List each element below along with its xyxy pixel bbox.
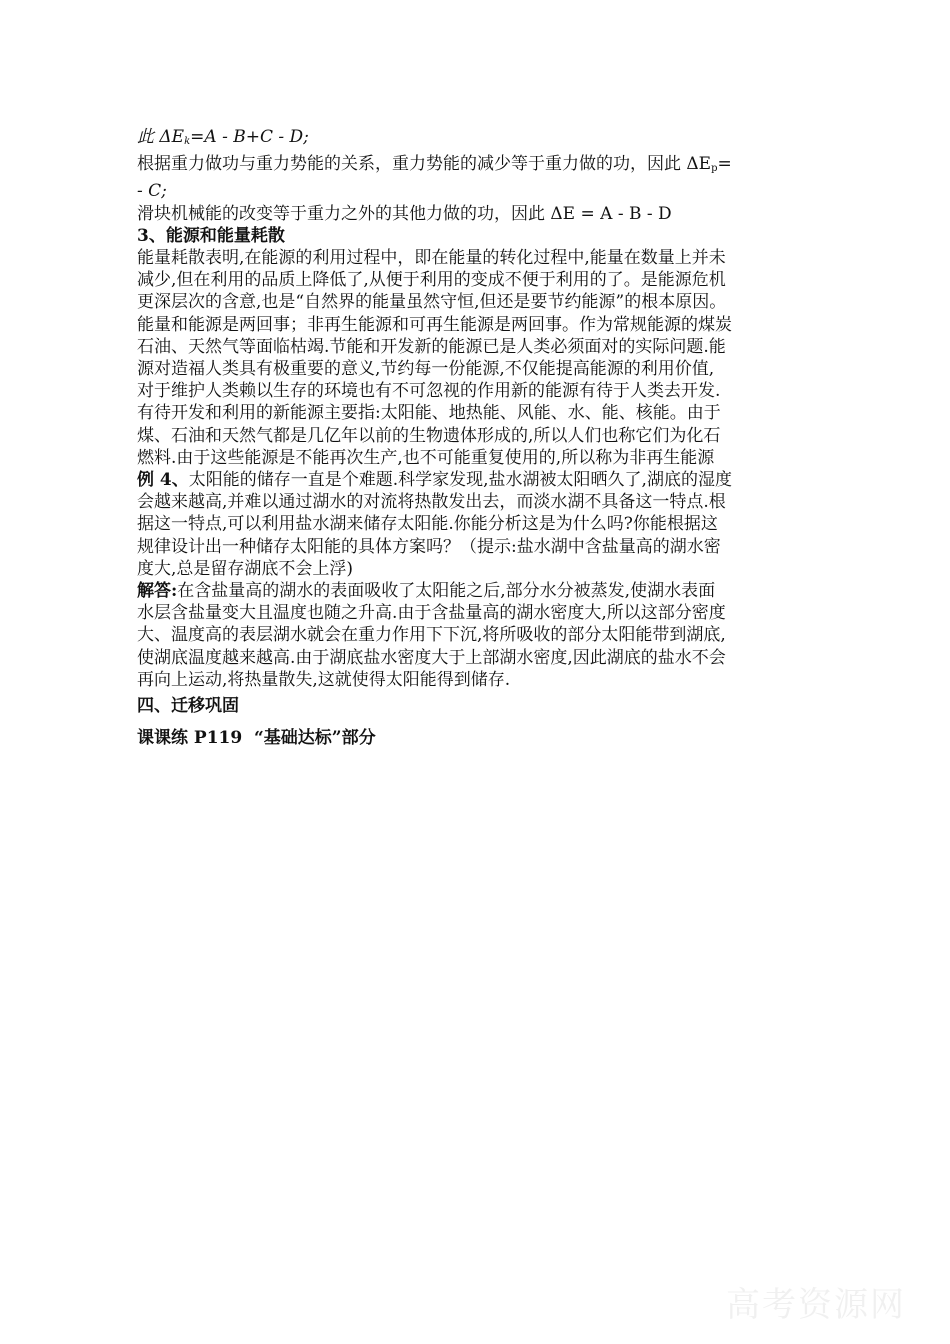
paragraph-line: 能量和能源是两回事；非再生能源和可再生能源是两回事。作为常规能源的煤炭	[137, 314, 732, 335]
paragraph-line: 有待开发和利用的新能源主要指:太阳能、地热能、风能、水、能、核能。由于	[137, 403, 721, 424]
paragraph-line: 更深层次的含意,也是“自然界的能量虽然守恒,但还是要节约能源”的根本原因。	[137, 292, 727, 313]
answer-line: 使湖底温度越来越高.由于湖底盐水密度大于上部湖水密度,因此湖底的盐水不会	[137, 647, 726, 668]
answer-line: 水层含盐量变大且温度也随之升高.由于含盐量高的湖水密度大,所以这部分密度	[137, 603, 726, 624]
formula-subscript: p	[711, 163, 718, 175]
practice-reference: 课课练 P119 “基础达标”部分	[137, 728, 376, 749]
paragraph-line: 对于维护人类赖以生存的环境也有不可忽视的作用新的能源有待于人类去开发.	[137, 381, 721, 402]
formula-rest: =A - B+C - D;	[190, 127, 309, 147]
example-4	[137, 469, 827, 580]
paragraph-line: 能量耗散表明,在能源的利用过程中，即在能量的转化过程中,能量在数量上并未	[137, 248, 726, 269]
formula-subscript: k	[184, 136, 191, 147]
formula-delta-ep	[137, 153, 827, 180]
paragraph-line: 源对造福人类具有极重要的意义,节约每一份能源,不仅能提高能源的利用价值,	[137, 359, 715, 380]
answer-line: 在含盐量高的湖水的表面吸收了太阳能之后,部分水分被蒸发,使湖水表面	[177, 581, 716, 602]
example-line: 度大,总是留存湖底不会上浮)	[137, 558, 354, 579]
example-line: 太阳能的储存一直是个难题.科学家发现,盐水湖被太阳晒久了,湖底的湿度	[188, 470, 732, 491]
example-line: 会越来越高,并难以通过湖水的对流将热散发出去，而淡水湖不具备这一特点.根	[137, 492, 726, 513]
paragraph-line: 减少,但在利用的品质上降低了,从便于利用的变成不便于利用的了。是能源危机	[137, 270, 726, 291]
example-line: 规律设计出一种储存太阳能的具体方案吗？（提示:盐水湖中含盐量高的湖水密	[137, 536, 721, 557]
answer-block	[137, 580, 827, 691]
example-line: 据这一特点,可以利用盐水湖来储存太阳能.你能分析这是为什么吗?你能根据这	[137, 514, 718, 535]
section3-paragraph	[137, 247, 827, 469]
paragraph-line: 煤、石油和天然气都是几亿年以前的生物遗体形成的,所以人们也称它们为化石	[137, 425, 721, 446]
formula-delta-e: 滑块机械能的改变等于重力之外的其他力做的功，因此 ΔE = A - B - D	[137, 203, 672, 224]
paragraph-line: 燃料.由于这些能源是不能再次生产,也不可能重复使用的,所以称为非再生能源	[137, 447, 715, 468]
example-label: 例 4、	[137, 470, 189, 491]
document-page	[137, 126, 827, 749]
answer-label: 解答:	[137, 581, 178, 602]
section-heading-transfer: 四、迁移巩固	[137, 696, 239, 717]
watermark: 高考资源网	[726, 1285, 906, 1325]
formula-prefix: 此 ΔE	[137, 127, 185, 147]
formula-delta-ep-cont: - C;	[137, 181, 167, 202]
formula-eq: =	[717, 154, 732, 175]
answer-line: 大、温度高的表层湖水就会在重力作用下下沉,将所吸收的部分太阳能带到湖底,	[137, 625, 726, 646]
paragraph-line: 石油、天然气等面临枯竭.节能和开发新的能源已是人类必须面对的实际问题.能	[137, 336, 726, 357]
answer-line: 再向上运动,将热量散失,这就使得太阳能得到储存.	[137, 669, 511, 690]
formula-delta-ek	[137, 126, 827, 153]
section-heading-energy: 3、能源和能量耗散	[137, 225, 285, 246]
formula-text: 根据重力做功与重力势能的关系，重力势能的减少等于重力做的功，因此 ΔE	[137, 154, 712, 175]
